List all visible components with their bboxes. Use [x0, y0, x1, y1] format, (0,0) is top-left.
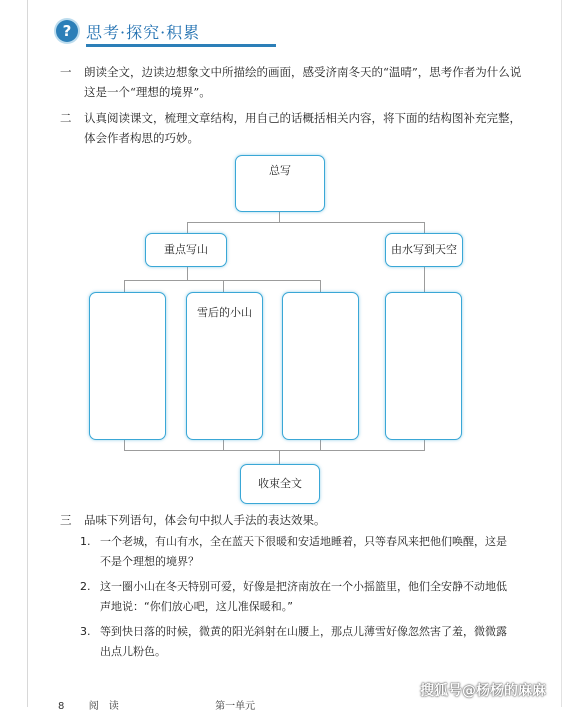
- connector: [223, 280, 224, 292]
- page-border-left: [27, 0, 28, 707]
- connector: [424, 222, 425, 235]
- sentence-number: 1.: [80, 535, 91, 548]
- box-label: 重点写山: [164, 243, 208, 256]
- unit-label: 第一单元: [215, 701, 256, 712]
- sentence-text: 这一圈小山在冬天特别可爱，好像是把济南放在一个小摇篮里，他们全安静不动地低声地说：“你们放心吧，这儿准保暖和。”: [100, 580, 507, 613]
- page-footer: [58, 697, 255, 712]
- question-number: 一: [60, 65, 72, 79]
- question-number: 三: [60, 513, 72, 527]
- connector: [320, 440, 321, 450]
- box-label: 收束全文: [258, 477, 302, 490]
- sentence-3: [80, 622, 520, 662]
- connector: [187, 222, 425, 223]
- connector: [124, 450, 425, 451]
- watermark: 搜狐号@杨杨的麻麻: [420, 683, 546, 699]
- sentence-text: 一个老城，有山有水，全在蓝天下很暖和安适地睡着，只等春风来把他们唤醒，这是不是个理想的境界？: [100, 535, 507, 568]
- book-title: 阅 读: [88, 701, 119, 712]
- section-header: [56, 16, 256, 52]
- connector: [279, 450, 280, 464]
- sentence-2: [80, 577, 520, 617]
- page-number: 8: [58, 701, 65, 712]
- box-label: 总写: [269, 164, 291, 177]
- connector: [320, 280, 321, 292]
- blank-box-1: [89, 292, 166, 440]
- sentence-1: [80, 532, 520, 572]
- sentence-number: 3.: [80, 625, 91, 638]
- page-border-right: [561, 0, 562, 707]
- connector: [424, 266, 425, 292]
- connector: [124, 440, 125, 450]
- connector: [187, 222, 188, 235]
- connector: [124, 280, 321, 281]
- blank-box-4: [385, 292, 462, 440]
- box-water-to-sky: [385, 233, 463, 267]
- box-label: 由水写到天空: [391, 243, 457, 256]
- section-title: 思考·探究·积累: [86, 23, 201, 42]
- box-focus-mountains: [145, 233, 227, 267]
- question-mark-icon: ?: [56, 20, 78, 42]
- question-text: 朗读全文，边读边想象文中所描绘的画面，感受济南冬天的“温晴”，思考作者为什么说这是一个“理想的境界”。: [84, 65, 522, 99]
- connector: [223, 440, 224, 450]
- question-3: [60, 510, 530, 530]
- question-text: 品味下列语句，体会句中拟人手法的表达效果。: [84, 513, 326, 527]
- box-overall-writing: [235, 155, 325, 212]
- sentence-text: 等到快日落的时候，微黄的阳光斜射在山腰上，那点儿薄雪好像忽然害了羞，微微露出点儿粉色。: [100, 625, 507, 658]
- box-conclusion: [240, 464, 320, 504]
- connector: [279, 211, 280, 223]
- box-label: 雪后的小山: [197, 306, 252, 319]
- question-1: [60, 62, 530, 104]
- blank-box-3: [282, 292, 359, 440]
- question-number: 二: [60, 111, 72, 125]
- question-2: [60, 108, 530, 150]
- connector: [424, 440, 425, 450]
- title-underline: [86, 44, 276, 47]
- box-snow-hills: [186, 292, 263, 440]
- sentence-number: 2.: [80, 580, 91, 593]
- connector: [187, 266, 188, 281]
- question-text: 认真阅读课文，梳理文章结构，用自己的话概括相关内容，将下面的结构图补充完整，体会作者构思的巧妙。: [84, 111, 521, 145]
- connector: [124, 280, 125, 292]
